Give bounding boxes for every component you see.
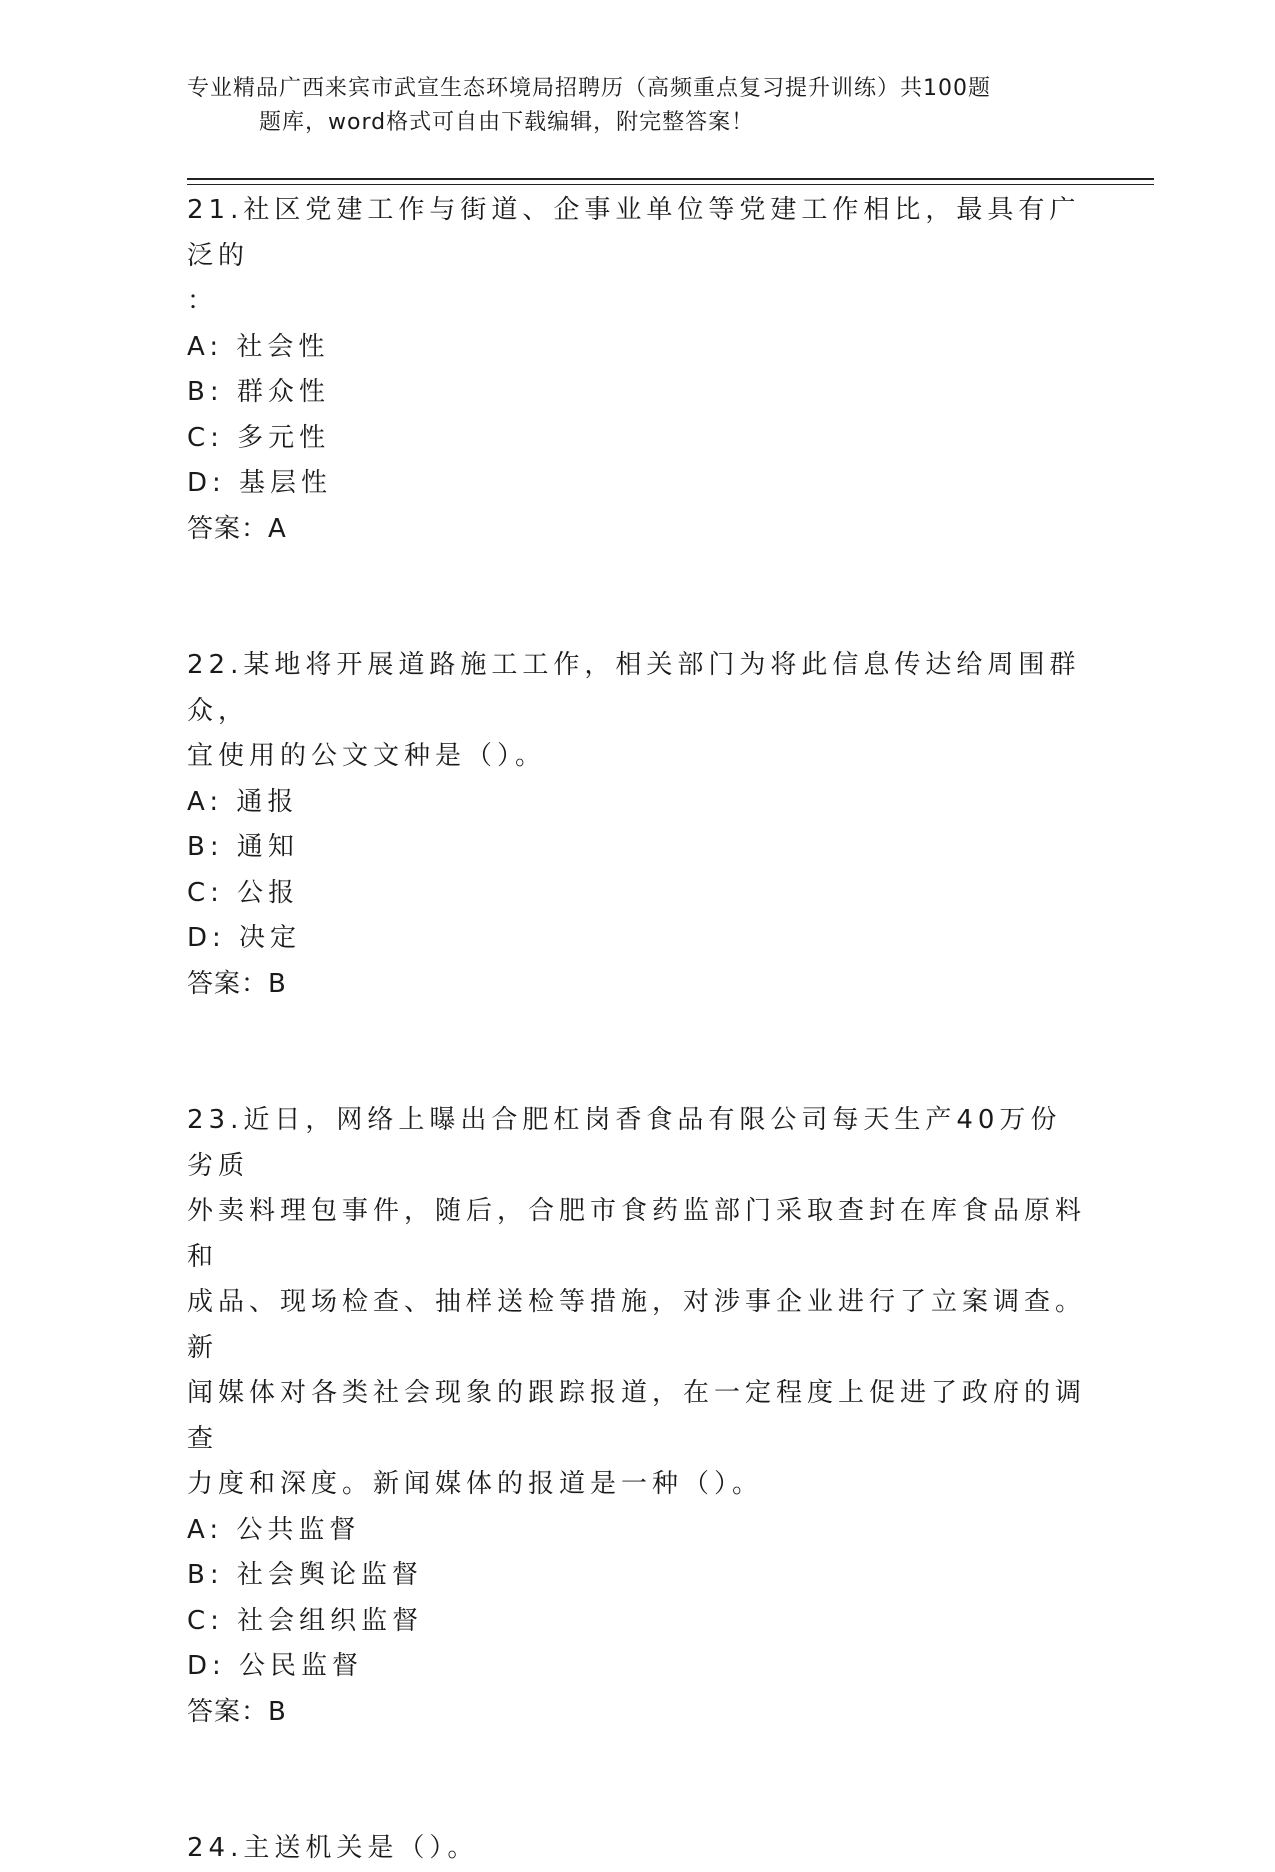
option-b: B: 社会舆论监督 [187,1560,423,1590]
option-c: C: 公报 [187,877,300,908]
option-c: C: 多元性 [187,422,331,453]
question-23 [187,1098,1087,1735]
answer-line: 答案：B [187,968,287,999]
option-a: A: 社会性 [187,331,330,362]
question-22 [187,643,1087,1007]
question-stem-line: 24.主送机关是（）。 [187,1833,479,1863]
option-d: D: 决定 [187,923,302,953]
question-stem-line: 22.某地将开展道路施工工作，相关部门为将此信息传达给周围群众， [187,650,1081,726]
option-b: B: 群众性 [187,377,330,407]
question-stem-line: 外卖料理包事件，随后，合肥市食药监部门采取查封在库食品原料和 [187,1196,1087,1272]
question-stem-line: 21.社区党建工作与街道、企事业单位等党建工作相比，最具有广泛的 [187,195,1081,271]
question-stem-line: 闻媒体对各类社会现象的跟踪报道，在一定程度上促进了政府的调查 [187,1378,1087,1454]
document-header [187,72,1067,140]
header-divider-thin [187,184,1154,185]
option-d: D: 基层性 [187,468,333,498]
question-gap [187,1007,1087,1098]
question-gap [187,552,1087,643]
question-stem-line: 成品、现场检查、抽样送检等措施，对涉事企业进行了立案调查。新 [187,1287,1087,1363]
question-stem-line: 宜使用的公文文种是（）。 [187,741,547,771]
option-a: A: 通报 [187,786,299,817]
option-a: A: 公共监督 [187,1514,361,1545]
option-b: B: 通知 [187,832,299,862]
option-c: C: 社会组织监督 [187,1605,424,1636]
question-21 [187,188,1087,552]
header-title-line2: 题库，word格式可自由下载编辑，附完整答案！ [259,110,755,135]
header-title-line1: 专业精品广西来宾市武宣生态环境局招聘历（高频重点复习提升训练）共100题 [187,76,991,101]
question-stem-line: 23.近日，网络上曝出合肥杠岗香食品有限公司每天生产40万份劣质 [187,1105,1062,1181]
question-list [187,188,1087,1872]
answer-line: 答案：A [187,513,287,544]
question-24 [187,1826,1087,1872]
question-stem-line: ： [187,286,219,316]
question-stem-line: 力度和深度。新闻媒体的报道是一种（）。 [187,1469,764,1499]
option-d: D: 公民监督 [187,1651,364,1681]
question-gap [187,1735,1087,1826]
answer-line: 答案：B [187,1696,287,1727]
header-divider-thick [187,178,1154,180]
